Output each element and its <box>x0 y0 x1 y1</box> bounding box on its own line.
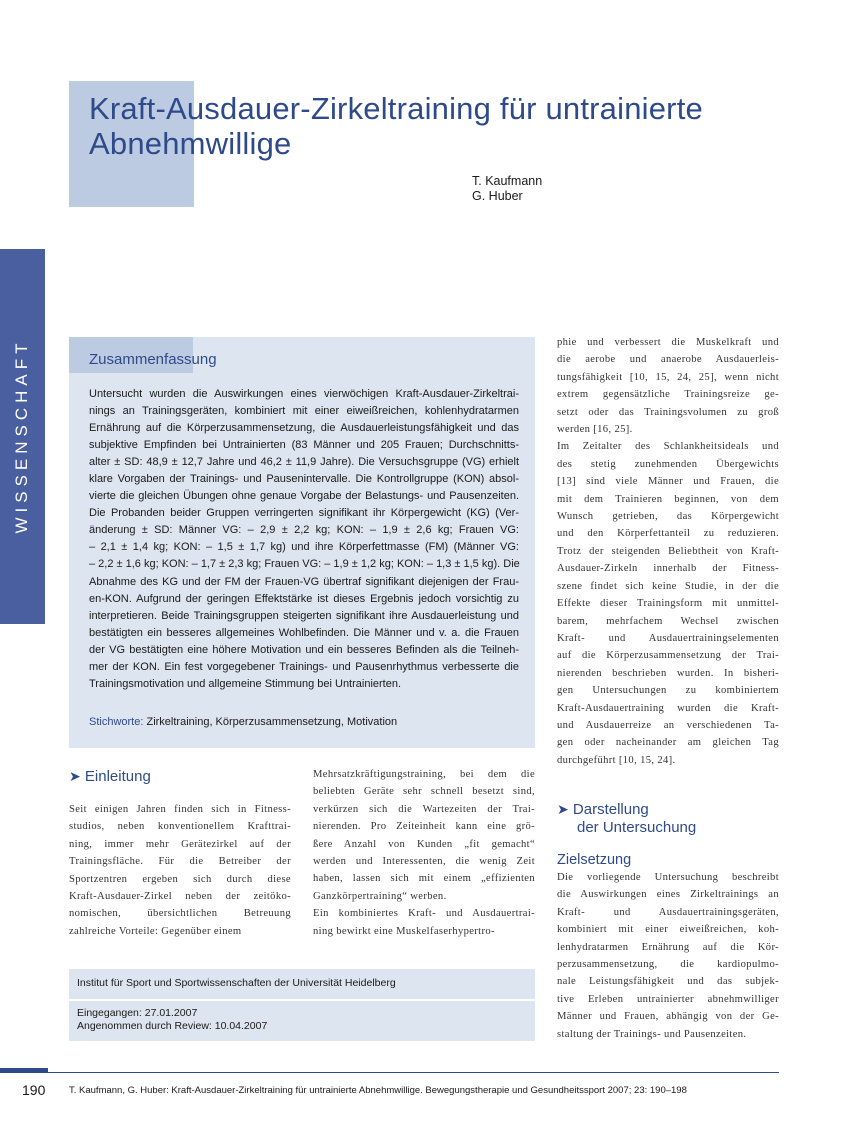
text-line: Männer und Frauen, abhängig von der Ge- <box>557 1011 779 1023</box>
right-column-text <box>557 334 779 769</box>
text-line: werden [16, 25]. <box>557 424 633 436</box>
text-line: haben, lassen sich mit einem „effizienten <box>313 873 535 885</box>
text-line: staltung der Trainings- und Pausenzeiten. <box>557 1028 747 1040</box>
text-line: Kraft- und Ausdauertrainingsgeräten, <box>557 906 779 918</box>
text-line: Kraft- und Ausdauertrainingselementen <box>557 632 779 644</box>
section-label: WISSENSCHAFT <box>12 338 31 534</box>
text-line: Kraft-Ausdauertraining wurden die Kraft- <box>557 702 779 714</box>
text-line: ning, immer mehr Gerätezirkel auf der <box>69 838 291 850</box>
text-line: des stetig zunehmenden Übergewichts <box>557 458 779 470</box>
text-line: nierenden beschrieben wurden. In bisheri- <box>557 667 779 679</box>
keywords-label: Stichworte: <box>89 716 144 728</box>
abstract-heading: Zusammenfassung <box>89 351 217 368</box>
zielsetzung-text <box>557 869 779 1043</box>
arrow-icon: ➤ <box>557 801 569 817</box>
text-line: Seit einigen Jahren finden sich in Fitness- <box>69 804 291 815</box>
text-line: Die vorliegende Untersuchung beschreibt <box>557 872 779 883</box>
text-line: mit dem Trainieren beginnen, von dem <box>557 493 779 505</box>
text-line: gen oder nacheinander am gleichen Tag <box>557 737 779 749</box>
text-line: – 2,2 ± 1,6 kg; KON: – 1,7 ± 2,3 kg; Frauen VG: – 1,9 ± 1,2 kg; KON: – 1,3 ± 1,5 kg). Die <box>89 558 520 571</box>
text-line: Trainingsfläche. Für die Betreiber der <box>69 856 291 868</box>
footer-accent-bar <box>0 1068 48 1073</box>
text-line: [13] sind viele Männer und Frauen, die <box>557 476 779 488</box>
text-line: lenhydratarmen Ernährung auf die Kör- <box>557 941 779 953</box>
text-line: ßere Anzahl von Kunden „fit gemacht“ <box>313 838 535 850</box>
section-title: Einleitung <box>84 768 151 785</box>
section-heading-darstellung <box>557 800 696 837</box>
text-line: Kraft-Ausdauer-Zirkel neben der zeitöko- <box>69 891 291 903</box>
section-title: Darstellung <box>572 801 649 818</box>
text-line: ning bewirkt eine Muskelfaserhypertro- <box>313 925 495 937</box>
text-line: nings an Trainingsgeräten, kombiniert mit einer eiweißreichen, kohlenhydratarmen <box>89 405 519 418</box>
text-line: en-KON. Aufgrund der geringen Effektstärke ist dieses Ergebnis jedoch vorsichtig zu <box>89 592 519 605</box>
text-line: der VG bestätigten eine höhere Motivation und ein besseres Befinden als die Teilneh- <box>89 643 519 656</box>
text-line: Trotz der steigenden Beliebtheit von Kraft- <box>557 545 779 557</box>
text-line: zahlreiche Vorteile: Gegenüber einem <box>69 925 242 937</box>
text-line: die aerobe und anaerobe Ausdauerleis- <box>557 354 779 366</box>
institute: Institut für Sport und Sportwissenschaften der Universität Heidelberg <box>77 977 396 989</box>
section-title: der Untersuchung <box>577 819 697 836</box>
einleitung-column-1 <box>69 801 291 940</box>
text-line: tive Erleben untrainierter abnehmwilliger <box>557 993 779 1005</box>
text-line: nierenden. Pro Zeiteinheit kann eine grö- <box>313 821 535 833</box>
text-line: – 2,1 ± 1,4 kg; KON: – 1,5 ± 1,7 kg) und ihre Körperfettmasse (FM) (Männer VG: <box>89 541 519 554</box>
text-line: änderung ± SD: Männer VG: – 2,9 ± 2,2 kg; KON: – 1,9 ± 2,6 kg; Frauen VG: <box>89 524 519 537</box>
accepted-date: Angenommen durch Review: 10.04.2007 <box>77 1020 268 1032</box>
text-line: mer der KON. Ein fest vorgegebener Trainings- und Pausenrhythmus verbesserte die <box>89 660 519 673</box>
text-line: Ausdauer-Zirkeln innerhalb der Fitness- <box>557 563 779 575</box>
text-line: interpretieren. Beide Trainingsgruppen steigerten signifikant ihre Ausdauerleistung und <box>89 609 519 622</box>
footer-citation: T. Kaufmann, G. Huber: Kraft-Ausdauer-Zirkeltraining für untrainierte Abnehmwillige. Bewegungstherapie und Gesundheitssport 2007; 23: 190–198 <box>69 1085 687 1096</box>
title-line: Abnehmwillige <box>89 126 292 161</box>
text-line: beliebten Geräte sehr schnell besetzt sind, <box>313 786 535 798</box>
text-line: Abnahme des KG und der FM der Frauen-VG übertraf signifikant diejenigen der Frau- <box>89 575 519 588</box>
divider <box>69 999 535 1001</box>
keywords-text: Zirkeltraining, Körperzusammensetzung, Motivation <box>146 716 398 728</box>
authors <box>472 174 542 204</box>
text-line: Sportzentren ergeben sich durch diese <box>69 873 291 885</box>
text-line: nomischen, übersichtlichen Betreuung <box>69 908 291 920</box>
page-number: 190 <box>22 1082 46 1098</box>
author: T. Kaufmann <box>472 174 543 188</box>
text-line: alter ± SD: 48,9 ± 12,7 Jahre und 46,2 ± 11,9 Jahre). Die Versuchsgruppe (VG) erhielt <box>89 456 519 469</box>
text-line: durchgeführt [10, 15, 24]. <box>557 754 676 766</box>
text-line: barem, mehrfachem Wechsel zwischen <box>557 615 779 627</box>
footer-divider <box>48 1072 779 1073</box>
text-line: Die Probanden beider Gruppen verringerten signifikant ihr Körpergewicht (KG) (Ver- <box>89 507 519 520</box>
author: G. Huber <box>472 189 523 203</box>
text-line: szene findet sich keine Studie, in der die <box>557 580 779 592</box>
text-line: und Ausdauerreize an verschiedenen Ta- <box>557 719 779 731</box>
text-line: Trainingsmotivation und allgemeine Stimmung bei Untrainierten. <box>89 677 402 690</box>
text-line: Wunsch getrieben, das Körpergewicht <box>557 511 779 523</box>
text-line: Ganzkörpertraining“ werben. <box>313 890 447 902</box>
title-line: Kraft-Ausdauer-Zirkeltraining für untrainierte <box>89 91 703 126</box>
text-line: Effekte dieser Trainingsform mit unmittel- <box>557 598 779 610</box>
text-line: tungsfähigkeit [10, 15, 24, 25], wenn nicht <box>557 371 779 383</box>
text-line: bestätigten ein besseres allgemeines Wohlbefinden. Die Männer und v. a. die Frauen <box>89 626 519 639</box>
text-line: die Auswirkungen eines Zirkeltrainings an <box>557 889 779 901</box>
text-line: extrem gegensätzliche Trainingsreize ge- <box>557 389 779 401</box>
article-title <box>89 91 789 161</box>
dates <box>77 1007 267 1033</box>
received-date: Eingegangen: 27.01.2007 <box>77 1007 198 1019</box>
text-line: werden und Interessenten, die wenig Zeit <box>313 856 535 868</box>
text-line: Ernährung auf die Körperzusammensetzung, die Ausdauerleistungsfähigkeit und das <box>89 422 519 435</box>
text-line: Ein kombiniertes Kraft- und Ausdauertrai- <box>313 908 535 920</box>
sub-heading-zielsetzung: Zielsetzung <box>557 852 632 868</box>
text-line: und den Körperfettanteil zu reduzieren. <box>557 528 779 540</box>
text-line: setzt oder das Trainingsvolumen zu groß <box>557 406 779 418</box>
text-line: gen Untersuchungen zu kombiniertem <box>557 685 779 697</box>
text-line: auf die Körperzusammensetzung der Trai- <box>557 650 779 662</box>
abstract-body <box>89 386 519 693</box>
text-line: verkürzen sich die Wartezeiten der Trai- <box>313 803 535 815</box>
section-sidebar <box>0 249 45 624</box>
text-line: perzusammensetzung, die kardiopulmo- <box>557 959 779 971</box>
text-line: Mehrsatzkräftigungstraining, bei dem die <box>313 769 535 780</box>
section-heading-einleitung <box>69 767 151 786</box>
text-line: Untersucht wurden die Auswirkungen eines vierwöchigen Kraft-Ausdauer-Zirkeltrai- <box>89 388 519 400</box>
text-line: studios, neben konventionellem Krafttrai- <box>69 821 291 833</box>
text-line: klare Vorgaben der Trainings- und Pausenintervalle. Die Kontrollgruppe (KON) absol- <box>89 473 519 486</box>
text-line: subjektive Empfinden bei Untrainierten (83 Männer und 205 Frauen; Durchschnitts- <box>89 439 519 452</box>
text-line: kombiniert mit einer eiweißreichen, koh- <box>557 924 779 936</box>
arrow-icon: ➤ <box>69 768 81 784</box>
keywords <box>89 716 397 728</box>
text-line: nale Leistungsfähigkeit und das subjek- <box>557 976 779 988</box>
text-line: Im Zeitalter des Schlankheitsideals und <box>557 441 779 453</box>
text-line: vierte die gleichen Übungen ohne genaue Vorgabe der Belastungs- und Pausenzeiten. <box>89 490 519 503</box>
text-line: phie und verbessert die Muskelkraft und <box>557 337 779 348</box>
einleitung-column-2 <box>313 766 535 940</box>
